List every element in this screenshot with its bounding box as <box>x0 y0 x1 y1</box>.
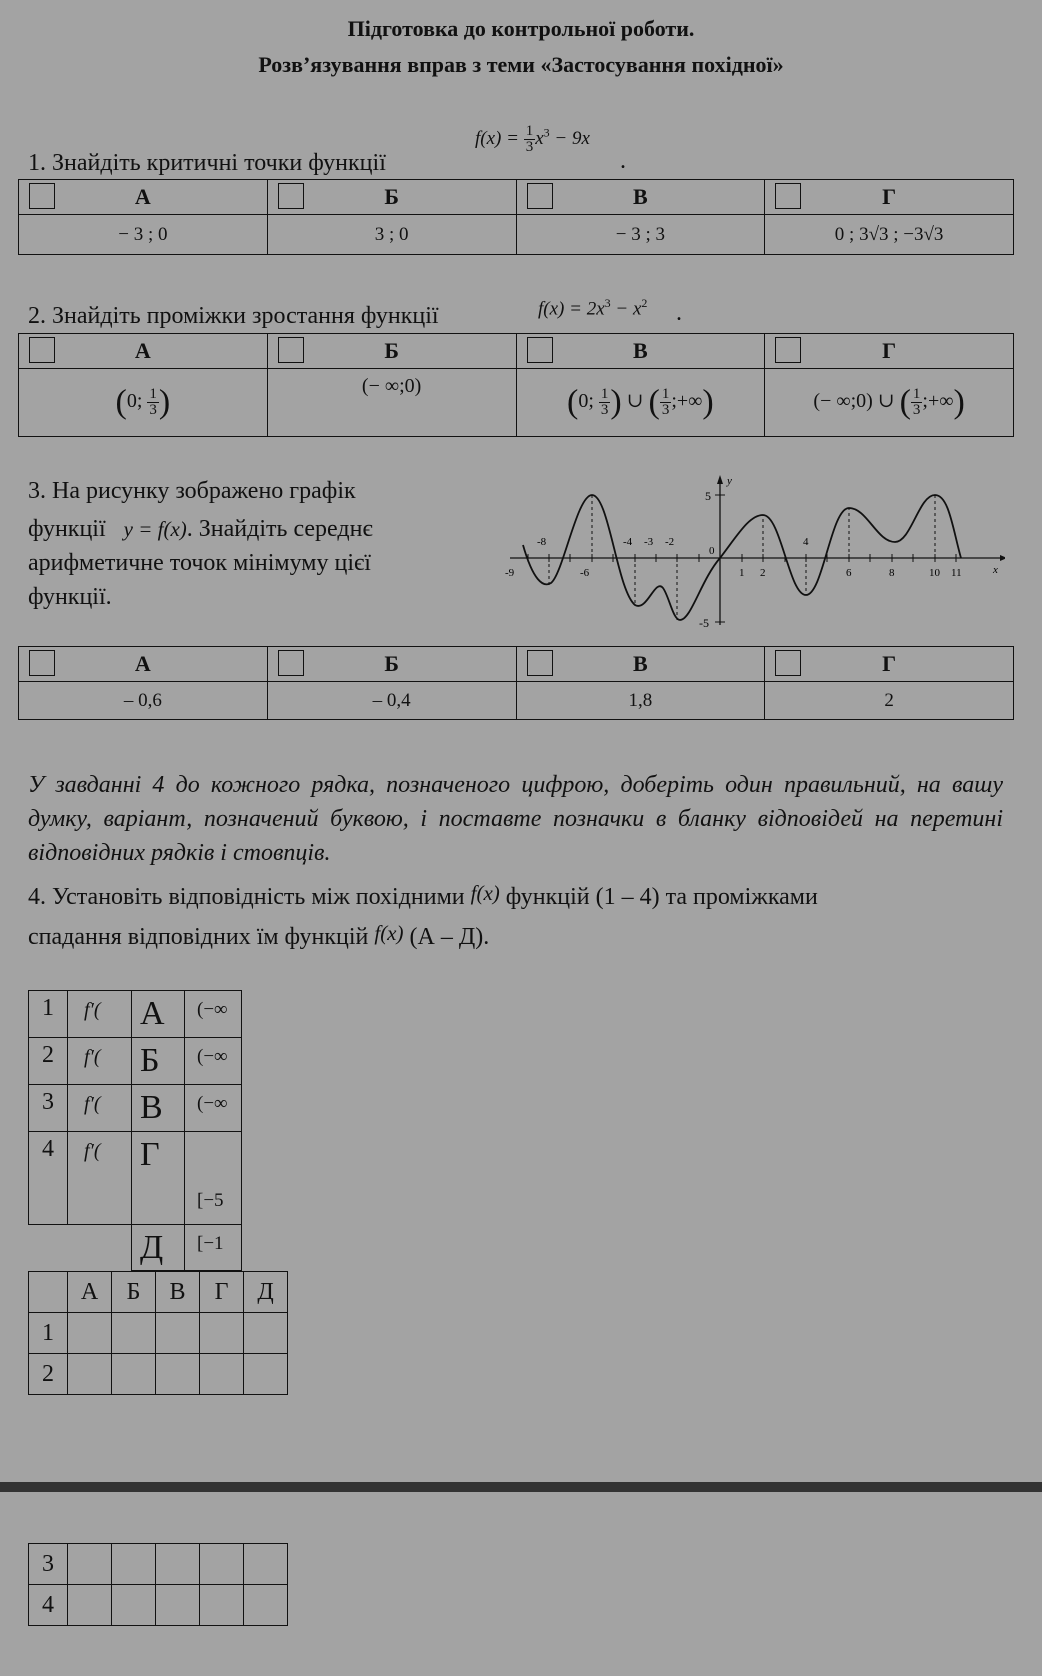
option-letter: Г <box>132 1132 185 1225</box>
checkbox[interactable] <box>29 337 55 363</box>
checkbox[interactable] <box>29 650 55 676</box>
q3-option-a[interactable]: А <box>19 647 268 682</box>
checkbox[interactable] <box>278 337 304 363</box>
q4-text-line1: 4. Установіть відповідність між похідними f(x) функцій (1 – 4) та проміжками <box>28 881 818 910</box>
q3-value-d: 2 <box>765 682 1014 720</box>
answer-cell[interactable] <box>112 1544 156 1585</box>
option-letter: Б <box>132 1038 185 1085</box>
answer-cell[interactable] <box>244 1544 288 1585</box>
q2-value-c: (0; $\frac{1}{3}$ ) ∪ ( $\frac{1}{3}$ ;+∞) <box>516 369 765 437</box>
q3-value-a: – 0,6 <box>19 682 268 720</box>
option-letter: А <box>132 991 185 1038</box>
answer-cell[interactable] <box>68 1544 112 1585</box>
answer-cell[interactable] <box>68 1354 112 1395</box>
y-tick-minus5: -5 <box>699 616 709 630</box>
q2-option-a[interactable]: А <box>19 334 268 369</box>
q2-text: 2. Знайдіть проміжки зростання функції <box>28 303 439 329</box>
answer-cell[interactable] <box>156 1544 200 1585</box>
answer-cell[interactable] <box>244 1354 288 1395</box>
answer-cell[interactable] <box>244 1313 288 1354</box>
answer-cell[interactable] <box>68 1585 112 1626</box>
matching-table <box>28 990 242 1271</box>
row-header: 3 <box>29 1544 68 1585</box>
y-tick-5: 5 <box>705 489 711 503</box>
q1-option-d[interactable]: Г <box>765 180 1014 215</box>
checkbox[interactable] <box>527 337 553 363</box>
q1-option-a[interactable]: А <box>19 180 268 215</box>
answer-cell[interactable] <box>68 1313 112 1354</box>
x-tick: -6 <box>580 567 590 579</box>
q3-option-c[interactable]: В <box>516 647 765 682</box>
x-tick: 4 <box>803 536 809 548</box>
y-axis-arrow <box>717 475 723 484</box>
row-number: 1 <box>29 991 68 1038</box>
row-header: 2 <box>29 1354 68 1395</box>
q1-value-a: − 3 ; 0 <box>19 215 268 255</box>
q2-option-d[interactable]: Г <box>765 334 1014 369</box>
checkbox[interactable] <box>278 650 304 676</box>
q1-text: 1. Знайдіть критичні точки функції <box>28 150 386 176</box>
function-graph <box>505 470 1005 632</box>
answer-grid-bottom <box>28 1543 288 1626</box>
option-letter: В <box>132 1085 185 1132</box>
answer-cell[interactable] <box>200 1544 244 1585</box>
x-tick: -3 <box>644 536 654 548</box>
checkbox[interactable] <box>29 183 55 209</box>
x-tick: -2 <box>665 536 675 548</box>
answer-cell[interactable] <box>112 1585 156 1626</box>
interval-cell: [−5 <box>185 1132 242 1225</box>
answer-cell[interactable] <box>200 1354 244 1395</box>
q3-option-b[interactable]: Б <box>267 647 516 682</box>
y-axis-label: y <box>727 475 732 487</box>
interval-cell: (−∞ <box>185 1085 242 1132</box>
row-number: 2 <box>29 1038 68 1085</box>
checkbox[interactable] <box>775 183 801 209</box>
q3-options-table <box>18 646 1014 720</box>
answer-cell[interactable] <box>112 1354 156 1395</box>
q1-value-d: 0 ; 3√3 ; −3√3 <box>765 215 1014 255</box>
column-header: Г <box>200 1272 244 1313</box>
answer-cell[interactable] <box>200 1313 244 1354</box>
row-number: 3 <box>29 1085 68 1132</box>
derivative-cell: f′( <box>68 1085 132 1132</box>
checkbox[interactable] <box>775 650 801 676</box>
q1-formula: f(x) = $\frac{1}{3}$ $x^3 - 9x$ <box>475 123 590 155</box>
derivative-cell: f′( <box>68 1132 132 1225</box>
interval-cell: (−∞ <box>185 991 242 1038</box>
x-axis-label: x <box>993 564 998 576</box>
q1-option-b[interactable]: Б <box>267 180 516 215</box>
q2-value-a: (0; $\frac{1}{3}$ ) <box>19 369 268 437</box>
q2-option-b[interactable]: Б <box>267 334 516 369</box>
task4-instruction: У завданні 4 до кожного рядка, позначеного цифрою, доберіть один правильний, на вашу думку, варіант, позначений буквою, і поставте позначки в бланку відповідей на перетині відповідних рядків і стовпців. <box>28 772 1003 866</box>
option-letter: Д <box>132 1225 185 1271</box>
checkbox[interactable] <box>527 650 553 676</box>
page-title: Підготовка до контрольної роботи. <box>347 16 695 41</box>
q2-options-table <box>18 333 1014 437</box>
q3-text-line3: арифметичне точок мінімуму цієї <box>28 550 371 576</box>
page-separator <box>0 1482 1042 1492</box>
q3-value-c: 1,8 <box>516 682 765 720</box>
column-header: В <box>156 1272 200 1313</box>
checkbox[interactable] <box>775 337 801 363</box>
x-tick: -8 <box>537 536 547 548</box>
answer-cell[interactable] <box>156 1313 200 1354</box>
derivative-cell: f′( <box>68 1038 132 1085</box>
page-subtitle: Розв’язування вправ з теми «Застосування похідної» <box>258 52 784 77</box>
q3-option-d[interactable]: Г <box>765 647 1014 682</box>
x-tick: -9 <box>505 567 515 579</box>
derivative-cell: f′( <box>68 991 132 1038</box>
q4-text-line2: спадання відповідних їм функцій f(x) (А – Д). <box>28 921 490 950</box>
checkbox[interactable] <box>278 183 304 209</box>
answer-cell[interactable] <box>112 1313 156 1354</box>
answer-cell[interactable] <box>200 1585 244 1626</box>
x-tick: -4 <box>623 536 633 548</box>
answer-cell[interactable] <box>156 1585 200 1626</box>
q1-value-c: − 3 ; 3 <box>516 215 765 255</box>
checkbox[interactable] <box>527 183 553 209</box>
x-axis-arrow <box>1000 555 1005 561</box>
x-tick: 2 <box>760 567 766 579</box>
q3-text-line1: 3. На рисунку зображено графік <box>28 478 356 504</box>
q1-options-table <box>18 179 1014 255</box>
interval-cell: (−∞ <box>185 1038 242 1085</box>
column-header: Д <box>244 1272 288 1313</box>
q3-text-line4: функції. <box>28 584 112 610</box>
row-header: 4 <box>29 1585 68 1626</box>
x-tick: 1 <box>739 567 745 579</box>
answer-cell[interactable] <box>244 1585 288 1626</box>
q2-value-b: (− ∞;0) <box>267 369 516 437</box>
q2-formula: $f(x) = 2x^3 - x^2$ <box>538 296 648 320</box>
answer-grid-top <box>28 1271 288 1395</box>
x-tick: 10 <box>929 567 940 579</box>
column-header: А <box>68 1272 112 1313</box>
interval-cell: [−1 <box>185 1225 242 1271</box>
q3-text-line2: функції y = f(x). Знайдіть середнє <box>28 516 373 542</box>
x-tick: 0 <box>709 545 715 557</box>
q2-value-d: (− ∞;0) ∪ ( $\frac{1}{3}$ ;+∞) <box>765 369 1014 437</box>
row-header: 1 <box>29 1313 68 1354</box>
row-number: 4 <box>29 1132 68 1225</box>
column-header: Б <box>112 1272 156 1313</box>
x-tick: 6 <box>846 567 852 579</box>
x-tick: 11 <box>951 567 962 579</box>
q2-option-c[interactable]: В <box>516 334 765 369</box>
q3-value-b: – 0,4 <box>267 682 516 720</box>
answer-cell[interactable] <box>156 1354 200 1395</box>
q1-option-c[interactable]: В <box>516 180 765 215</box>
q1-value-b: 3 ; 0 <box>267 215 516 255</box>
x-tick: 8 <box>889 567 895 579</box>
